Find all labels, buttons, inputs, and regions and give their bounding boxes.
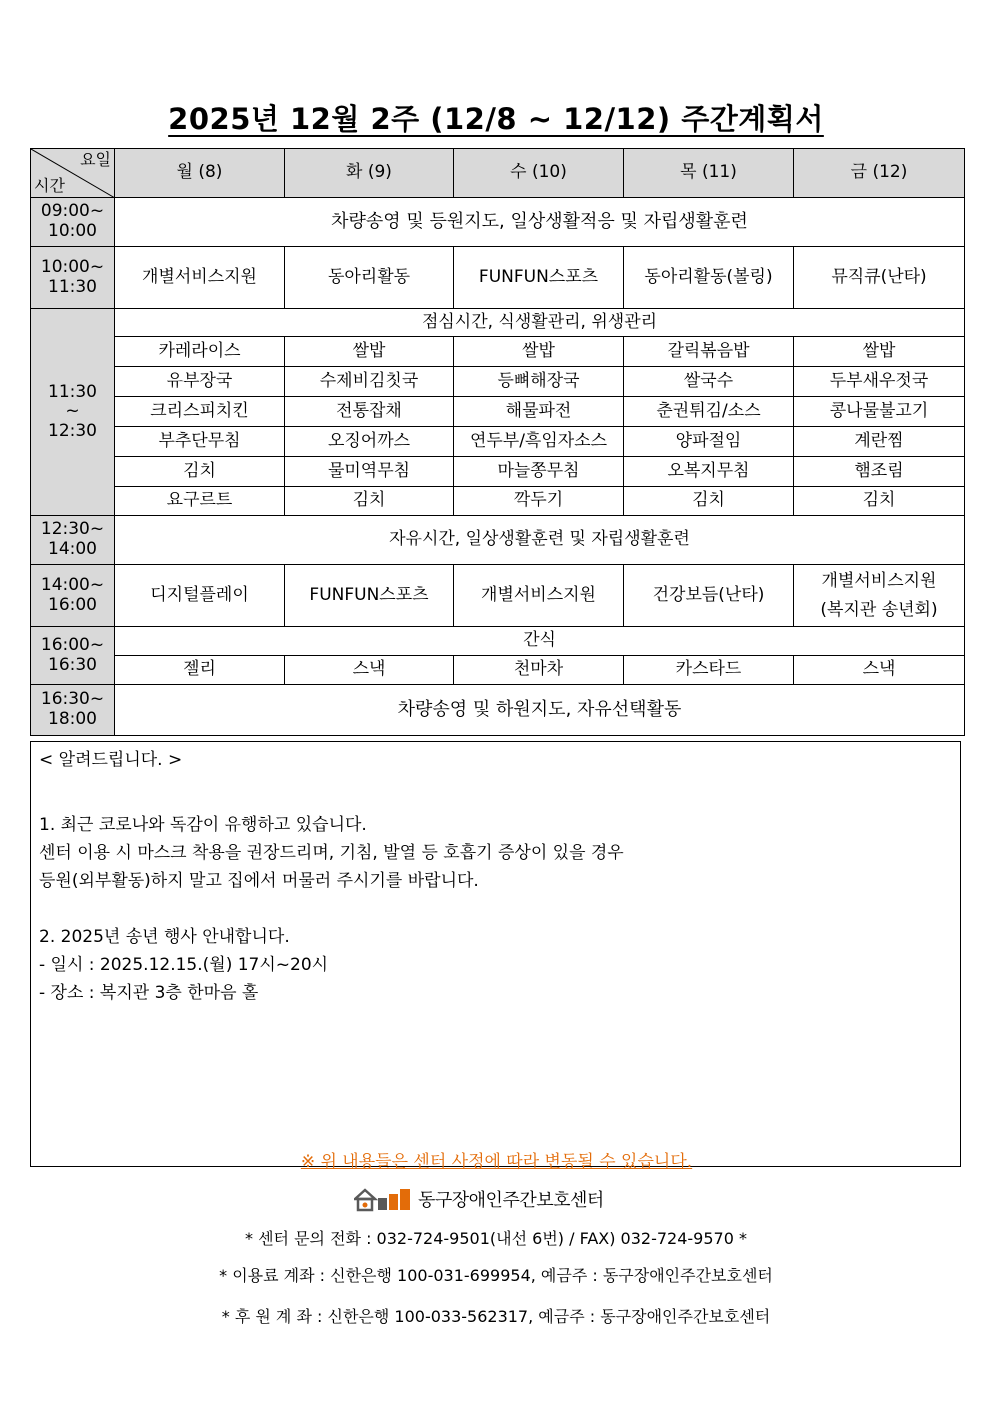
table-header-row [31,149,965,198]
menu-row [31,427,965,457]
notice-text: 2. 2025년 송년 행사 안내합니다. [39,927,290,947]
center-logo [354,1185,604,1213]
day-header-mon: 월 (8) [115,149,285,198]
corner-header-cell [31,149,115,198]
menu-item: 쌀밥 [285,337,454,367]
day-header-fri: 금 (12) [794,149,965,198]
snack-item: 스낵 [794,656,965,685]
activity-cell: 디지털플레이 [115,565,285,627]
menu-item: 두부새우젓국 [794,367,965,397]
menu-item: 콩나물불고기 [794,397,965,427]
time-slot: 09:00~ 10:00 [31,198,115,247]
activity-cell: 동아리활동 [285,247,454,309]
time-label: 시간 [34,175,65,195]
menu-item: 오징어까스 [285,427,454,457]
table-row [31,198,965,247]
menu-item: 해물파전 [454,397,624,427]
menu-item: 마늘쫑무침 [454,457,624,487]
activity-cell: 동아리활동(볼링) [624,247,794,309]
menu-item: 유부장국 [115,367,285,397]
time-slot: 10:00~ 11:30 [31,247,115,309]
table-row [31,627,965,656]
page-title: 2025년 12월 2주 (12/8 ~ 12/12) 주간계획서 [168,102,824,136]
table-row [31,516,965,565]
contact-line: * 센터 문의 전화 : 032-724-9501(내선 6번) / FAX) 032-724-9570 * [245,1229,747,1248]
menu-item: 양파절임 [624,427,794,457]
weekly-schedule-table [30,148,965,736]
org-name: 동구장애인주간보호센터 [418,1190,604,1211]
menu-item: 연두부/흑임자소스 [454,427,624,457]
menu-item: 쌀밥 [794,337,965,367]
snack-row [31,656,965,685]
menu-row [31,337,965,367]
notice-text: 1. 최근 코로나와 독감이 유행하고 있습니다. [39,815,367,835]
snack-item: 젤리 [115,656,285,685]
notice-text: - 일시 : 2025.12.15.(월) 17시~20시 [39,955,329,975]
menu-item: 크리스피치킨 [115,397,285,427]
lunch-heading: 점심시간, 식생활관리, 위생관리 [115,309,965,337]
activity-cell: 개별서비스지원 [115,247,285,309]
notice-text: - 장소 : 복지관 3층 한마음 홀 [39,983,259,1003]
menu-item: 김치 [285,487,454,516]
activity-cell: FUNFUN스포츠 [285,565,454,627]
menu-item: 춘권튀김/소스 [624,397,794,427]
menu-item: 요구르트 [115,487,285,516]
snack-item: 스낵 [285,656,454,685]
menu-row [31,397,965,427]
activity-cell: 자유시간, 일상생활훈련 및 자립생활훈련 [115,516,965,565]
menu-item: 등뼈해장국 [454,367,624,397]
menu-item: 쌀밥 [454,337,624,367]
menu-item: 수제비김칫국 [285,367,454,397]
menu-row [31,367,965,397]
menu-item: 오복지무침 [624,457,794,487]
menu-item: 갈릭볶음밥 [624,337,794,367]
menu-item: 김치 [624,487,794,516]
time-slot: 11:30 ~ 12:30 [31,309,115,516]
menu-item: 햄조림 [794,457,965,487]
table-row [31,685,965,736]
activity-cell: 개별서비스지원 (복지관 송년회) [794,565,965,627]
menu-item: 물미역무침 [285,457,454,487]
activity-cell: 개별서비스지원 [454,565,624,627]
snack-item: 천마차 [454,656,624,685]
menu-item: 김치 [794,487,965,516]
activity-cell: 건강보듬(난타) [624,565,794,627]
notice-box [30,741,961,1172]
change-warning: ※ 위 내용들은 센터 사정에 따라 변동될 수 있습니다. [300,1152,693,1172]
house-logo-icon [354,1186,412,1212]
menu-row [31,457,965,487]
menu-item: 계란찜 [794,427,965,457]
activity-cell: 뮤직큐(난타) [794,247,965,309]
time-slot: 16:00~ 16:30 [31,627,115,685]
time-slot: 12:30~ 14:00 [31,516,115,565]
menu-item: 전통잡채 [285,397,454,427]
fee-account-line: * 이용료 계좌 : 신한은행 100-031-699954, 예금주 : 동구장애인주간보호센터 [219,1266,773,1285]
activity-cell: 차량송영 및 등원지도, 일상생활적응 및 자립생활훈련 [115,198,965,247]
snack-item: 카스타드 [624,656,794,685]
activity-cell: FUNFUN스포츠 [454,247,624,309]
table-row [31,309,965,337]
menu-row [31,487,965,516]
snack-heading: 간식 [115,627,965,656]
time-slot: 14:00~ 16:00 [31,565,115,627]
activity-cell: 차량송영 및 하원지도, 자유선택활동 [115,685,965,736]
menu-item: 카레라이스 [115,337,285,367]
day-header-wed: 수 (10) [454,149,624,198]
menu-item: 깍두기 [454,487,624,516]
notice-text: 등원(외부활동)하지 말고 집에서 머물러 주시기를 바랍니다. [39,871,479,891]
notice-heading: < 알려드립니다. > [39,750,183,770]
time-slot: 16:30~ 18:00 [31,685,115,736]
table-row [31,247,965,309]
day-label: 요일 [80,150,111,169]
donation-account-line: * 후 원 계 좌 : 신한은행 100-033-562317, 예금주 : 동구장애인주간보호센터 [221,1307,771,1326]
day-header-tue: 화 (9) [285,149,454,198]
menu-item: 김치 [115,457,285,487]
menu-item: 쌀국수 [624,367,794,397]
notice-text: 센터 이용 시 마스크 착용을 권장드리며, 기침, 발열 등 호흡기 증상이 있을 경우 [39,843,624,863]
table-row [31,565,965,627]
menu-item: 부추단무침 [115,427,285,457]
day-header-thu: 목 (11) [624,149,794,198]
